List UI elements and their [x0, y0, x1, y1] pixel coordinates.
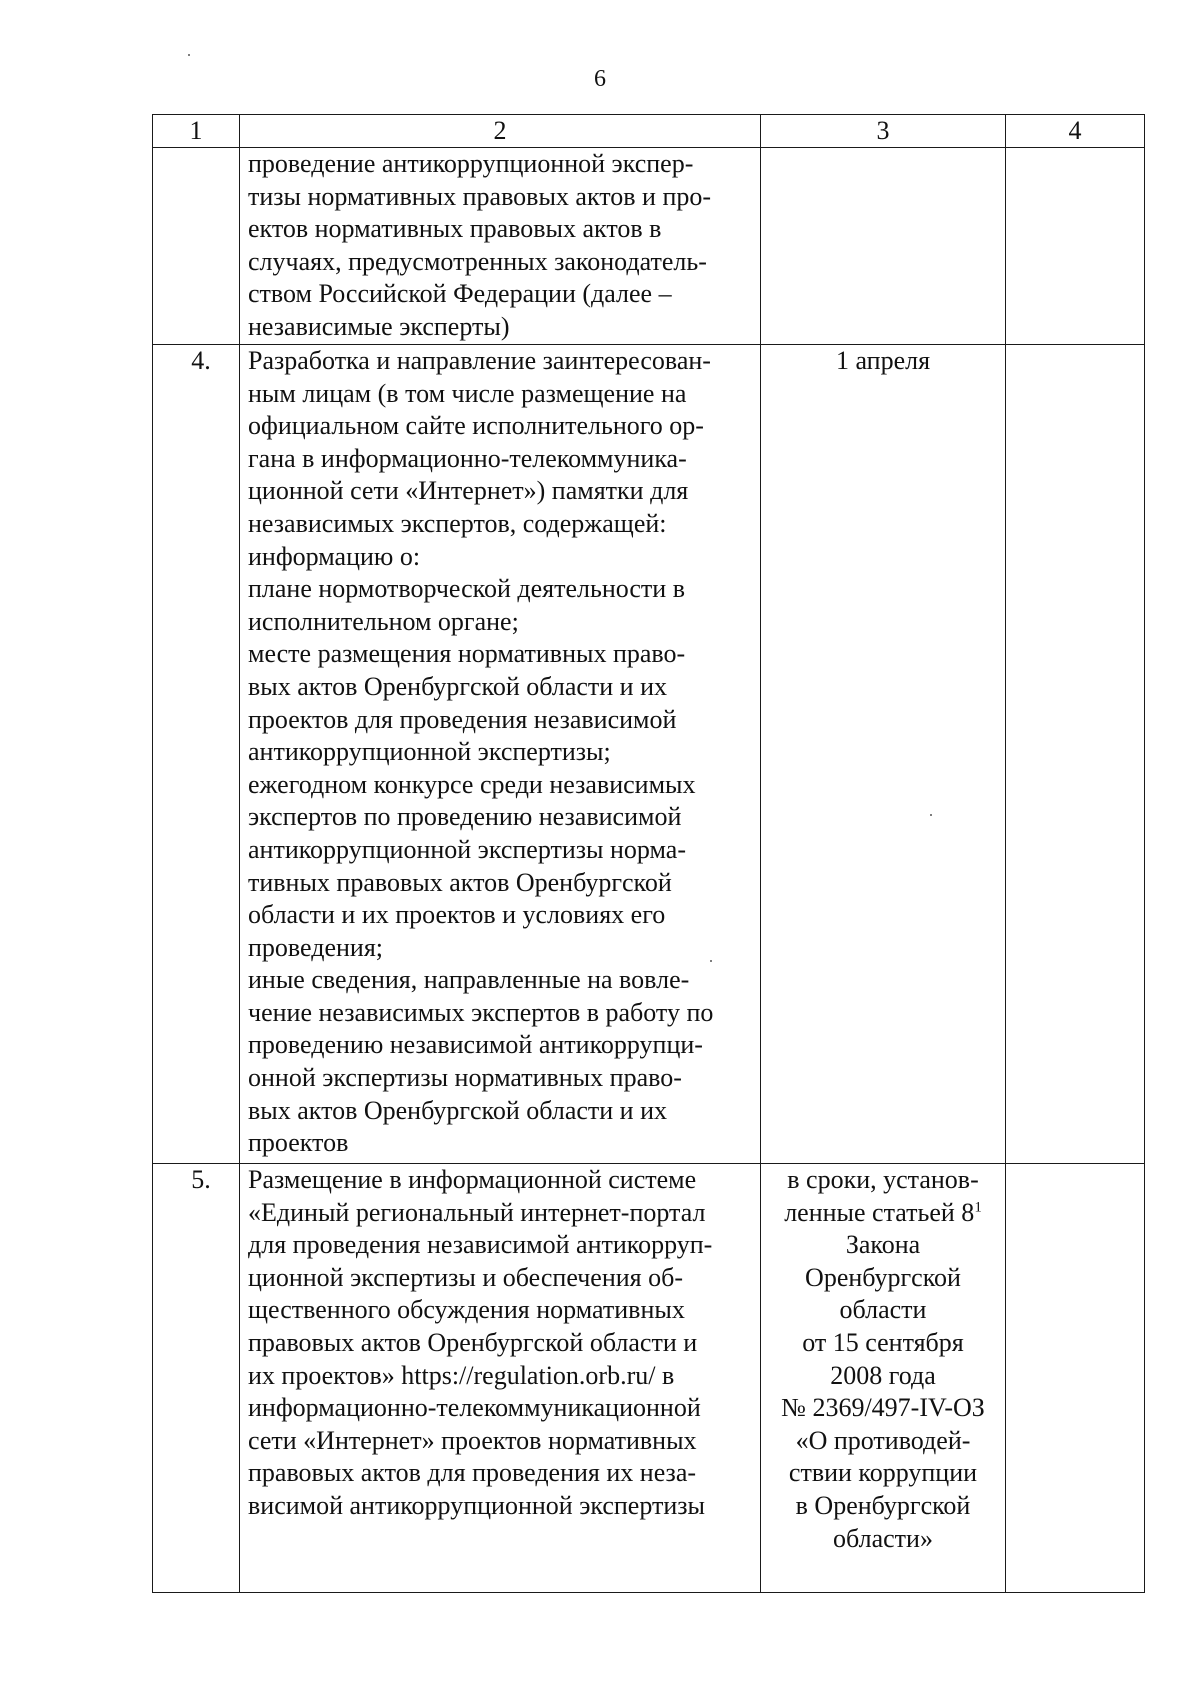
text-line: вых актов Оренбургской области и их [248, 1095, 668, 1125]
text-line: ным лицам (в том числе размещение на [248, 378, 687, 408]
text-line: ектов нормативных правовых актов в [248, 214, 662, 244]
text-line: проектов для проведения независимой [248, 704, 677, 734]
row-content [240, 345, 761, 1164]
text-line: для проведения независимой антикорруп- [248, 1230, 713, 1260]
row-number: 5. [153, 1164, 240, 1593]
header-col-2: 2 [240, 115, 761, 148]
table-header-row [153, 115, 1145, 148]
row-deadline [761, 1164, 1006, 1593]
text-line: сети «Интернет» проектов нормативных [248, 1425, 697, 1455]
scan-speck [930, 814, 932, 816]
text-line: ленные статьей $8^1$ [784, 1197, 982, 1227]
text-line: гана в информационно-телекоммуника- [248, 443, 687, 473]
row-number [153, 148, 240, 345]
text-line: правовых актов для проведения их неза- [248, 1458, 697, 1488]
header-col-3: 3 [761, 115, 1006, 148]
text-line: вых актов Оренбургской области и их [248, 671, 668, 701]
text-line: 1 апреля [835, 346, 931, 375]
text-line: «Единый региональный интернет-портал [248, 1197, 706, 1227]
text-line: Закона [845, 1230, 921, 1260]
header-col-1: 1 [153, 115, 240, 148]
text-line: 2008 года [830, 1360, 936, 1390]
header-col-4: 4 [1006, 115, 1145, 148]
text-line: ежегодном конкурсе среди независимых [248, 769, 696, 799]
text-line: случаях, предусмотренных законодатель- [248, 246, 707, 276]
text-line: чение независимых экспертов в работу по [248, 997, 714, 1027]
text-line: ством Российской Федерации (далее – [248, 279, 672, 309]
text-line: онной экспертизы нормативных право- [248, 1063, 682, 1093]
text-line: официальном сайте исполнительного ор- [248, 411, 704, 441]
text-line: Размещение в информационной системе [248, 1165, 697, 1194]
text-line: антикоррупционной экспертизы; [248, 737, 611, 767]
scan-speck [188, 54, 190, 56]
row-col4 [1006, 345, 1145, 1164]
table-row [153, 148, 1145, 345]
table-row [153, 345, 1145, 1164]
text-line: тизы нормативных правовых актов и про- [248, 181, 712, 211]
text-line: «О противодей- [795, 1425, 971, 1455]
plan-table [152, 114, 1145, 1593]
text-line: проектов [248, 1128, 349, 1158]
text-line: области» [833, 1523, 933, 1553]
text-line: иные сведения, направленные на вовле- [248, 965, 690, 995]
text-line: правовых актов Оренбургской области и [248, 1327, 698, 1357]
text-line: Разработка и направление заинтересован- [248, 346, 711, 375]
text-line: Оренбургской [805, 1262, 961, 1292]
row-content [240, 148, 761, 345]
page-number: 6 [594, 66, 606, 92]
text-line: антикоррупционной экспертизы норма- [248, 834, 686, 864]
text-line: тивных правовых актов Оренбургской [248, 867, 672, 897]
text-line: информационно-телекоммуникационной [248, 1393, 701, 1423]
row-number: 4. [153, 345, 240, 1164]
text-line: месте размещения нормативных право- [248, 639, 686, 669]
row-col4 [1006, 148, 1145, 345]
text-line: проведение антикоррупционной экспер- [248, 149, 694, 178]
text-line: ционной сети «Интернет») памятки для [248, 476, 689, 506]
text-line: экспертов по проведению независимой [248, 802, 682, 832]
text-line: плане нормотворческой деятельности в [248, 574, 685, 604]
text-line: в Оренбургской [795, 1490, 971, 1520]
text-line: области и их проектов и условиях его [248, 900, 666, 930]
text-line: независимых экспертов, содержащей: [248, 508, 667, 538]
row-deadline [761, 345, 1006, 1164]
table-row [153, 1164, 1145, 1593]
text-line: проведению независимой антикоррупци- [248, 1030, 703, 1060]
article-superscript: 1 [974, 1198, 982, 1215]
row-content [240, 1164, 761, 1593]
text-line: независимые эксперты) [248, 311, 510, 341]
text-line: ционной экспертизы и обеспечения об- [248, 1262, 684, 1292]
text-line: их проектов» https://regulation.orb.ru/ в [248, 1360, 675, 1390]
text-line: ствии коррупции [788, 1458, 978, 1488]
text-line: информацию о: [248, 541, 421, 571]
text-line: исполнительном органе; [248, 606, 519, 636]
text-line: от 15 сентября [802, 1327, 964, 1357]
text-line: области [839, 1295, 927, 1325]
text-line: висимой антикоррупционной экспертизы [248, 1490, 706, 1520]
text-line: в сроки, установ- [787, 1165, 979, 1194]
text-line: щественного обсуждения нормативных [248, 1295, 685, 1325]
text-line: № 2369/497-IV-ОЗ [781, 1393, 985, 1423]
scan-speck [710, 960, 712, 962]
text-line: проведения; [248, 932, 384, 962]
row-deadline [761, 148, 1006, 345]
row-col4 [1006, 1164, 1145, 1593]
